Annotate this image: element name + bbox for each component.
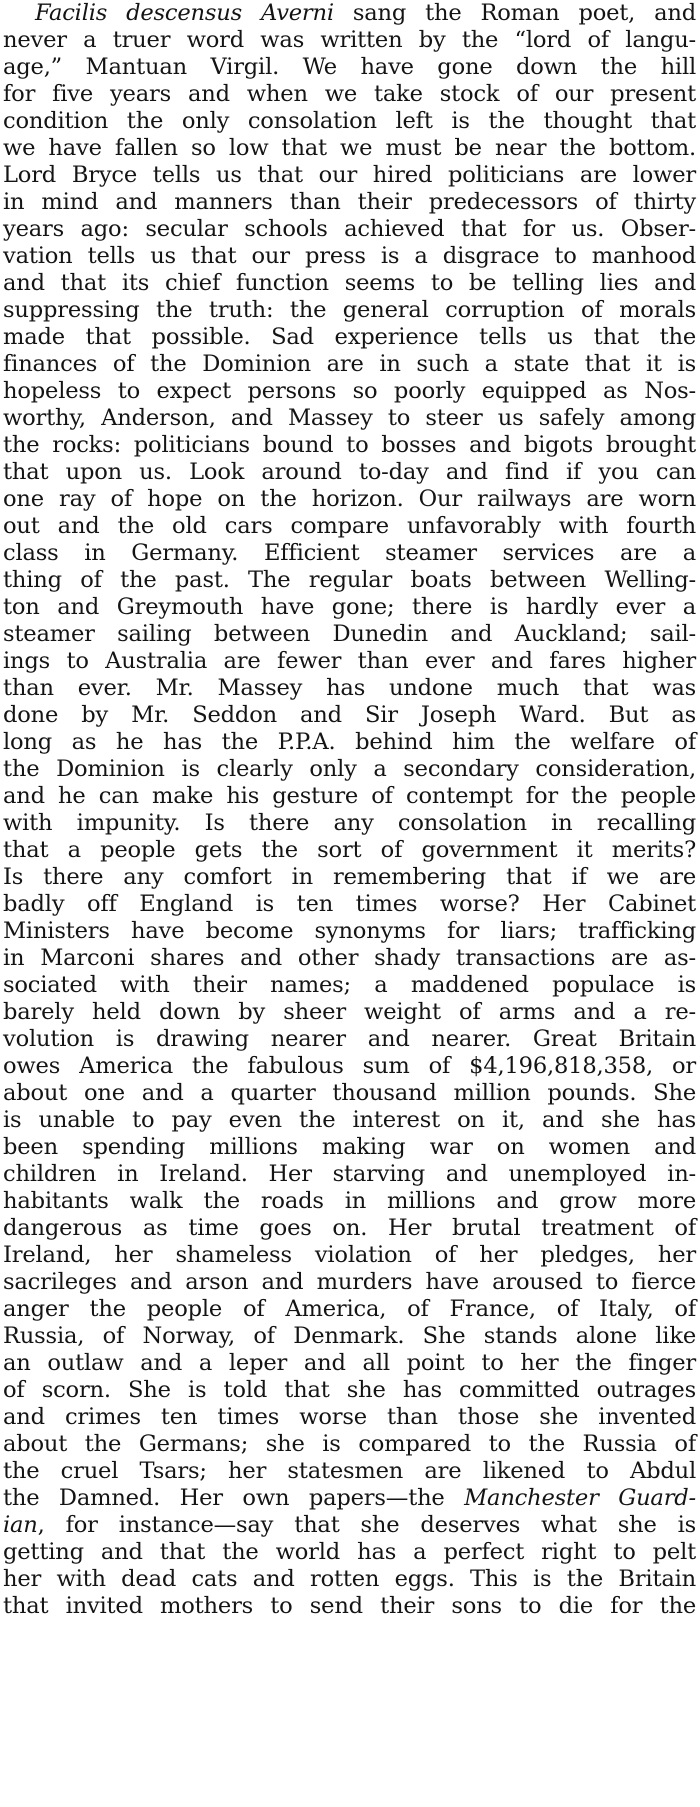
text-run: finances of the Dominion are in such a state that it is — [3, 351, 696, 377]
text-line — [3, 324, 696, 351]
text-line — [3, 567, 696, 594]
text-line — [3, 972, 696, 999]
text-line — [3, 405, 696, 432]
text-run: ton and Greymouth have gone; there is hardly ever a — [3, 594, 696, 620]
text-run: out and the old cars compare unfavorably with fourth — [3, 513, 696, 539]
text-run: Lord Bryce tells us that our hired politicians are lower — [3, 162, 696, 188]
text-line — [3, 1080, 696, 1107]
text-run: one ray of hope on the horizon. Our railways are worn — [3, 486, 696, 512]
text-run: we have fallen so low that we must be near the bottom. — [3, 135, 696, 161]
text-line — [3, 27, 696, 54]
text-run: dangerous as time goes on. Her brutal treatment of — [3, 1215, 696, 1241]
text-line — [3, 513, 696, 540]
text-line — [3, 1053, 696, 1080]
text-line — [3, 648, 696, 675]
text-run: sang the Roman poet, and — [333, 0, 696, 26]
text-line — [3, 594, 696, 621]
text-line — [3, 135, 696, 162]
text-line — [3, 459, 696, 486]
text-run: done by Mr. Seddon and Sir Joseph Ward. But as — [3, 702, 696, 728]
italic-text: Manchester Guard- — [464, 1485, 696, 1511]
text-line — [3, 1215, 696, 1242]
text-run: the cruel Tsars; her statesmen are likened to Abdul — [3, 1458, 696, 1484]
text-run: , for instance—say that she deserves what she is — [37, 1512, 696, 1538]
text-line — [3, 351, 696, 378]
text-run: of scorn. She is told that she has committed outrages — [3, 1377, 696, 1403]
text-line — [3, 1026, 696, 1053]
text-run: that invited mothers to send their sons to die for the — [3, 1593, 696, 1619]
text-run: than ever. Mr. Massey has undone much that was — [3, 675, 696, 701]
text-line — [3, 1107, 696, 1134]
text-run: worthy, Anderson, and Massey to steer us safely among — [3, 405, 696, 431]
text-run: about one and a quarter thousand million pounds. She — [3, 1080, 696, 1106]
text-line — [3, 378, 696, 405]
text-run: and crimes ten times worse than those she invented — [3, 1404, 696, 1430]
text-line — [3, 1269, 696, 1296]
text-run: Is there any comfort in remembering that if we are — [3, 864, 696, 890]
text-line — [3, 486, 696, 513]
text-line — [3, 297, 696, 324]
text-line — [3, 999, 696, 1026]
text-line — [3, 162, 696, 189]
text-run: sociated with their names; a maddened populace is — [3, 972, 696, 998]
text-line — [3, 837, 696, 864]
text-line — [3, 621, 696, 648]
text-line — [3, 81, 696, 108]
text-line — [3, 675, 696, 702]
text-line — [3, 216, 696, 243]
text-line — [3, 729, 696, 756]
text-run: barely held down by sheer weight of arms and a re- — [3, 999, 696, 1025]
text-line — [3, 1485, 696, 1512]
text-line — [3, 1242, 696, 1269]
text-run: habitants walk the roads in millions and grow more — [3, 1188, 696, 1214]
text-line — [3, 810, 696, 837]
text-line — [3, 783, 696, 810]
text-line — [3, 1377, 696, 1404]
text-line — [3, 432, 696, 459]
text-line — [3, 1404, 696, 1431]
text-run: getting and that the world has a perfect right to pelt — [3, 1539, 696, 1565]
text-run: in Marconi shares and other shady transactions are as- — [3, 945, 696, 971]
text-line — [3, 189, 696, 216]
text-run: ings to Australia are fewer than ever and fares higher — [3, 648, 696, 674]
text-line — [3, 1350, 696, 1377]
text-line — [3, 1161, 696, 1188]
text-run: that upon us. Look around to-day and find if you can — [3, 459, 696, 485]
text-line — [3, 1188, 696, 1215]
text-line — [3, 1134, 696, 1161]
text-run: volution is drawing nearer and nearer. Great Britain — [3, 1026, 696, 1052]
text-line — [3, 945, 696, 972]
text-line — [3, 702, 696, 729]
text-line — [3, 54, 696, 81]
text-run: the Damned. Her own papers—the — [3, 1485, 465, 1511]
text-line — [3, 108, 696, 135]
text-run: sacrileges and arson and murders have aroused to fierce — [3, 1269, 696, 1295]
text-line — [3, 270, 696, 297]
text-run: never a truer word was written by the “lord of langu- — [3, 27, 696, 53]
italic-text: ian — [3, 1512, 38, 1538]
text-run: and he can make his gesture of contempt for the people — [3, 783, 696, 809]
text-run: in mind and manners than their predecessors of thirty — [3, 189, 696, 215]
text-line — [3, 1323, 696, 1350]
text-line — [3, 1296, 696, 1323]
text-run: badly off England is ten times worse? Her Cabinet — [3, 891, 696, 917]
text-line — [3, 756, 696, 783]
text-line — [3, 864, 696, 891]
text-run: years ago: secular schools achieved that for us. Obser- — [3, 216, 696, 242]
text-line — [3, 891, 696, 918]
text-run: children in Ireland. Her starving and unemployed in- — [3, 1161, 696, 1187]
text-run: vation tells us that our press is a disgrace to manhood — [3, 243, 696, 269]
text-run: anger the people of America, of France, of Italy, of — [3, 1296, 696, 1322]
text-run: the Dominion is clearly only a secondary consideration, — [3, 756, 696, 782]
text-line — [3, 1512, 696, 1539]
text-line — [3, 1539, 696, 1566]
text-run: about the Germans; she is compared to the Russia of — [3, 1431, 696, 1457]
text-run: condition the only consolation left is the thought that — [3, 108, 696, 134]
text-run: is unable to pay even the interest on it, and she has — [3, 1107, 696, 1133]
text-run: thing of the past. The regular boats between Welling- — [3, 567, 696, 593]
text-run: been spending millions making war on women and — [3, 1134, 696, 1160]
text-run: an outlaw and a leper and all point to her the finger — [3, 1350, 696, 1376]
text-run: for five years and when we take stock of our present — [3, 81, 696, 107]
text-line — [3, 918, 696, 945]
text-run: the rocks: politicians bound to bosses and bigots brought — [3, 432, 696, 458]
text-run: Ministers have become synonyms for liars; trafficking — [3, 918, 696, 944]
italic-text: Facilis descensus Averni — [35, 0, 334, 26]
text-line — [3, 540, 696, 567]
text-run: suppressing the truth: the general corruption of morals — [3, 297, 696, 323]
text-run: her with dead cats and rotten eggs. This is the Britain — [3, 1566, 696, 1592]
text-run: Russia, of Norway, of Denmark. She stands alone like — [3, 1323, 696, 1349]
text-run: that a people gets the sort of government it merits? — [3, 837, 696, 863]
text-run: with impunity. Is there any consolation in recalling — [3, 810, 696, 836]
text-run: and that its chief function seems to be telling lies and — [3, 270, 696, 296]
text-run: long as he has the P.P.A. behind him the welfare of — [3, 729, 696, 755]
text-line — [3, 1566, 696, 1593]
text-run: age,” Mantuan Virgil. We have gone down the hill — [3, 54, 696, 80]
text-run: made that possible. Sad experience tells us that the — [3, 324, 696, 350]
text-line — [3, 1458, 696, 1485]
text-run: owes America the fabulous sum of $4,196,818,358, or — [3, 1053, 696, 1079]
text-line — [3, 1593, 696, 1620]
text-run: steamer sailing between Dunedin and Auckland; sail- — [3, 621, 696, 647]
text-line — [3, 1431, 696, 1458]
text-run: hopeless to expect persons so poorly equipped as Nos- — [3, 378, 696, 404]
text-run: class in Germany. Efficient steamer services are a — [3, 540, 696, 566]
text-line — [3, 0, 696, 27]
text-run: Ireland, her shameless violation of her pledges, her — [3, 1242, 696, 1268]
text-line — [3, 243, 696, 270]
